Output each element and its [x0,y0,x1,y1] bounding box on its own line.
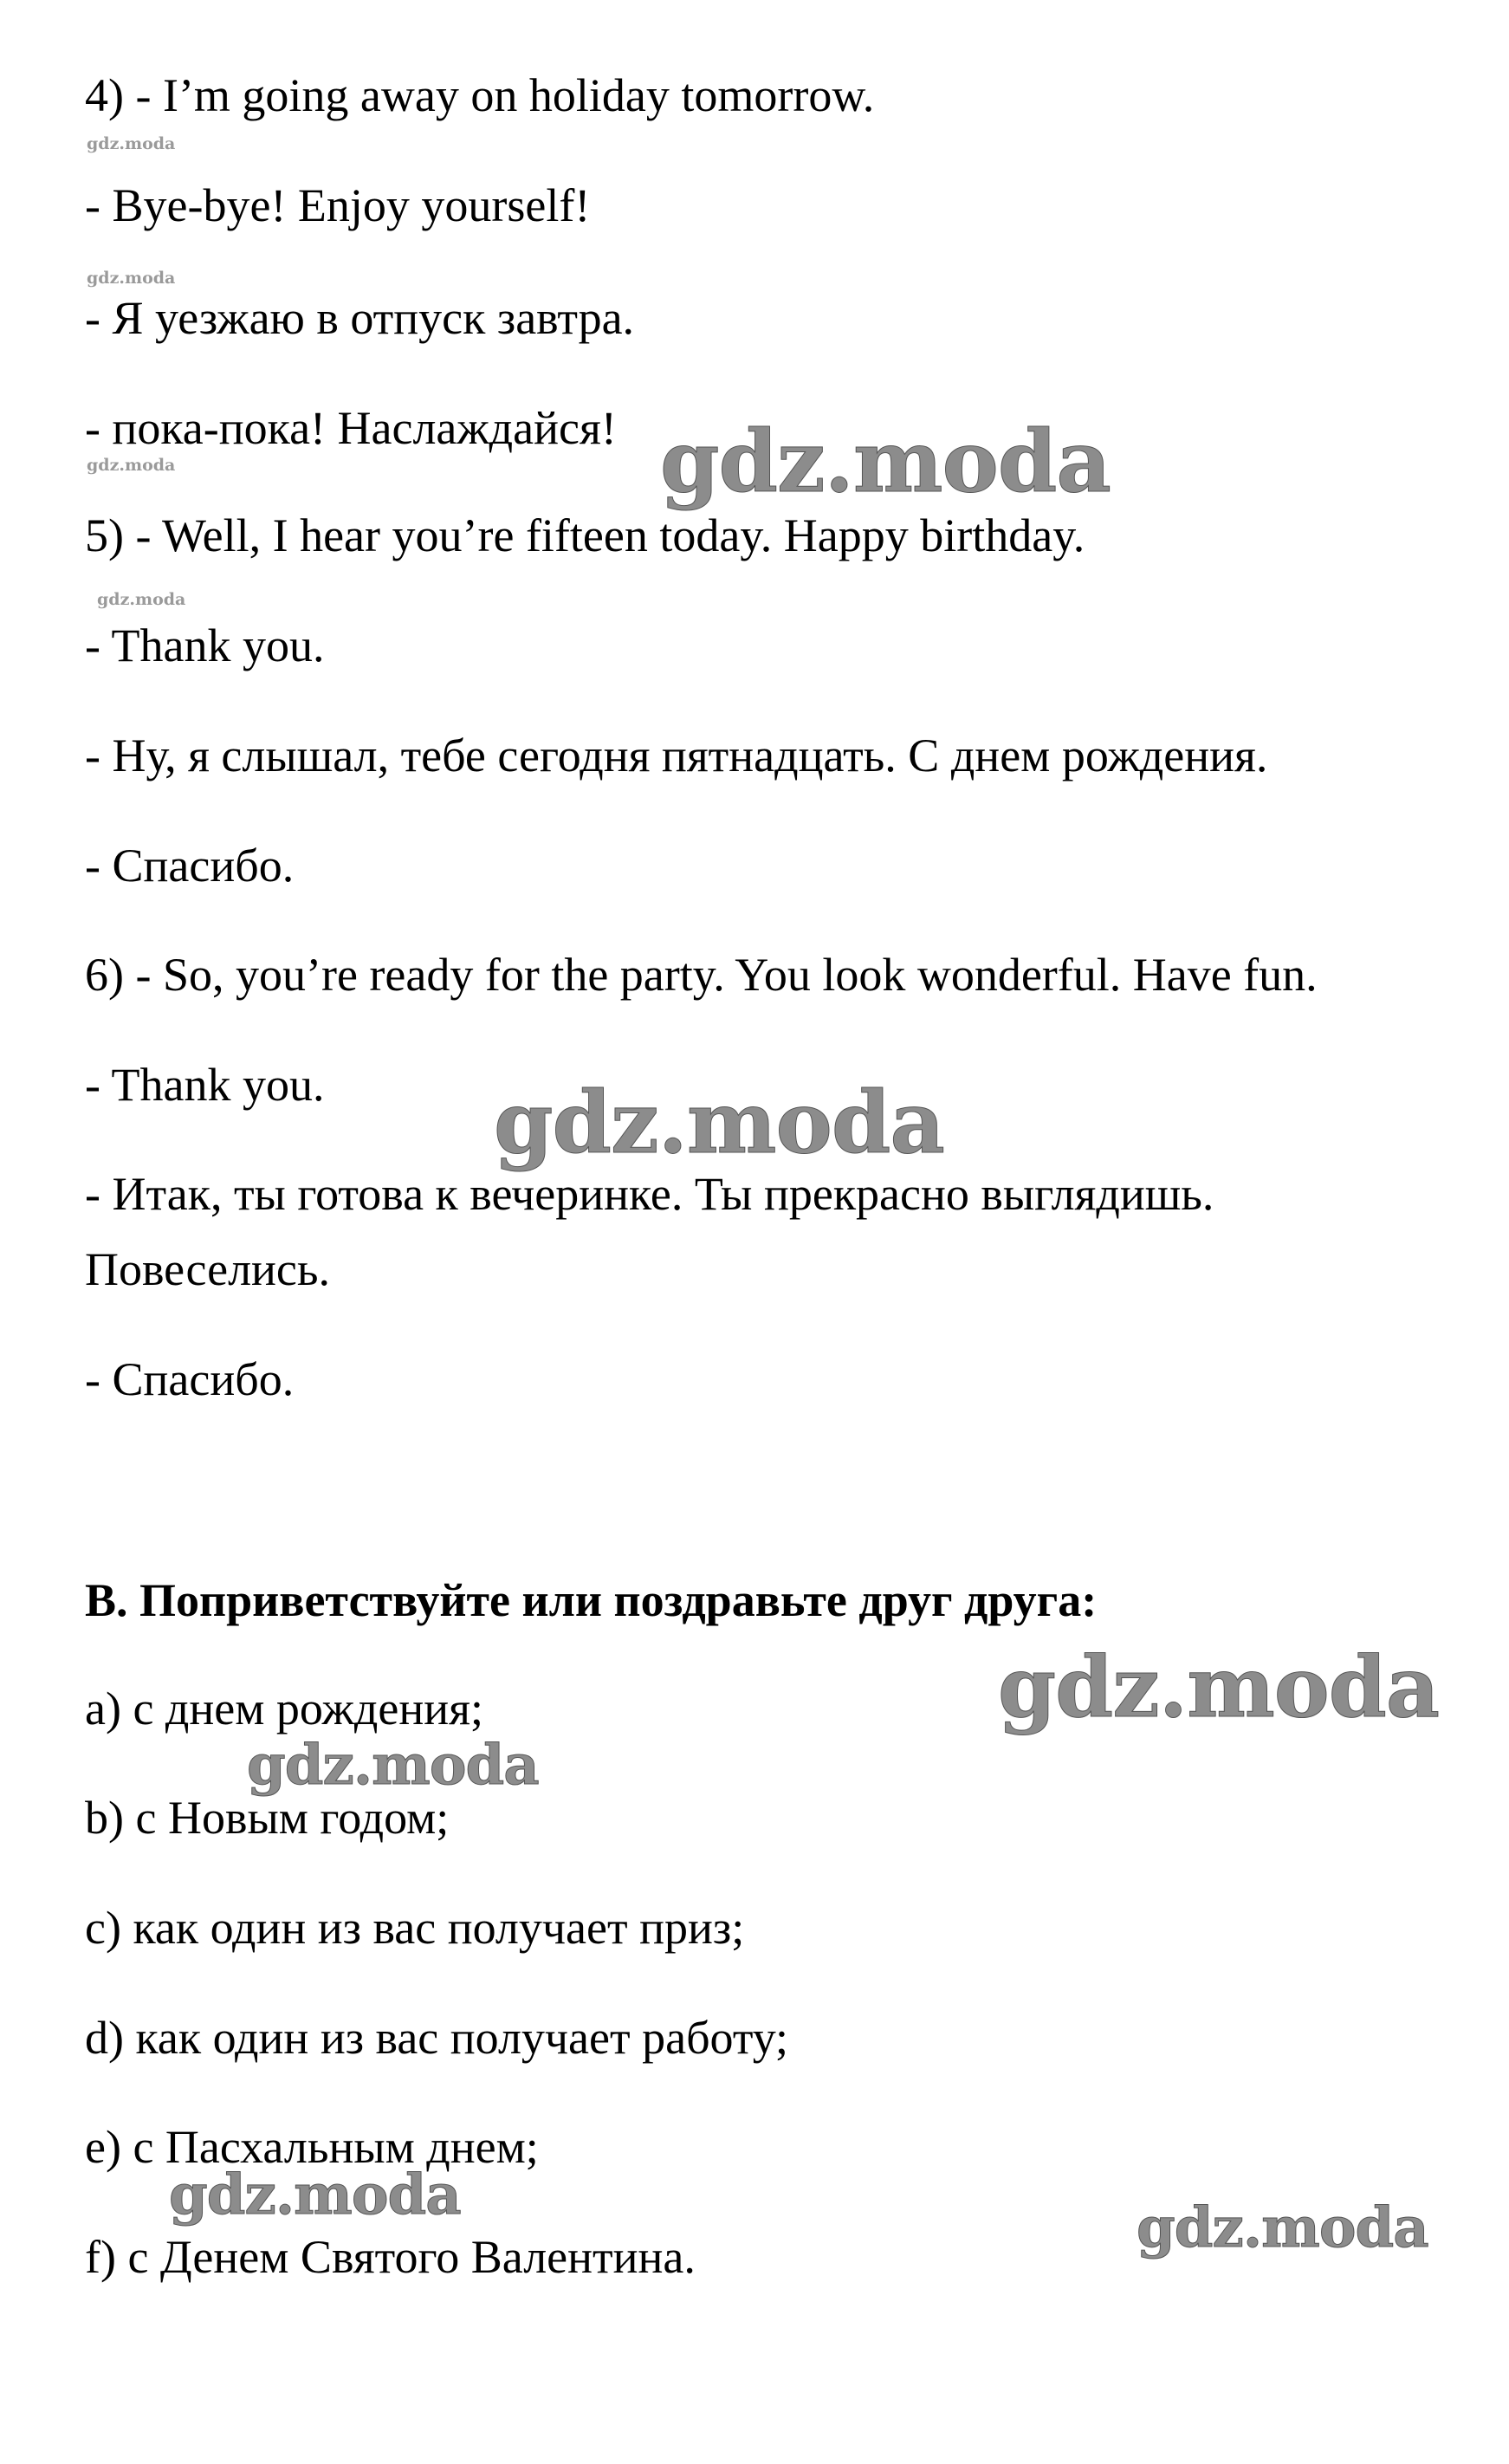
dialog-4-line-1: 4) - I’m going away on holiday tomorrow. [85,69,875,121]
dialog-4-ru-line-2: - пока-пока! Наслаждайся! [85,402,617,454]
section-b-item-c: c) как один из вас получает приз; [85,1902,745,1954]
section-b-item-f: f) с Денем Святого Валентина. [85,2231,696,2283]
dialog-4-ru-line-1: - Я уезжаю в отпуск завтра. [85,292,635,344]
dialog-4-line-2: - Bye-bye! Enjoy yourself! [85,179,591,231]
dialog-5-ru-line-2: - Спасибо. [85,840,295,892]
dialog-5-line-1: 5) - Well, I hear you’re fifteen today. Happy birthday. [85,509,1085,561]
watermark-large: gdz.moda [494,1073,944,1173]
dialog-6-line-2: - Thank you. [85,1059,325,1111]
dialog-5-line-2: - Thank you. [85,619,325,671]
watermark-large: gdz.moda [660,412,1111,512]
watermark-large: gdz.moda [998,1638,1440,1736]
dialog-6-line-1: 6) - So, you’re ready for the party. You look wonderful. Have fun. [85,949,1318,1001]
section-b-item-a: a) с днем рождения; [85,1683,483,1735]
watermark-medium: gdz.moda [1137,2195,1428,2260]
watermark-medium: gdz.moda [247,1733,539,1798]
watermark-small: gdz.moda [87,269,176,288]
dialog-5-ru-line-1: - Ну, я слышал, тебе сегодня пятнадцать. С днем рождения. [85,729,1268,781]
dialog-6-ru-line-1b: Повеселись. [85,1243,331,1295]
watermark-small: gdz.moda [87,134,176,153]
watermark-medium: gdz.moda [169,2162,461,2227]
dialog-6-ru-line-1a: - Итак, ты готова к вечеринке. Ты прекрасно выглядишь. [85,1168,1214,1220]
dialog-6-ru-line-2: - Спасибо. [85,1353,295,1405]
watermark-small: gdz.moda [87,456,176,475]
section-b-item-e: e) с Пасхальным днем; [85,2121,539,2173]
section-b-item-b: b) с Новым годом; [85,1792,450,1844]
section-b-heading: B. Поприветствуйте или поздравьте друг друга: [85,1574,1098,1626]
section-b-item-d: d) как один из вас получает работу; [85,2012,789,2064]
watermark-small: gdz.moda [97,590,186,609]
